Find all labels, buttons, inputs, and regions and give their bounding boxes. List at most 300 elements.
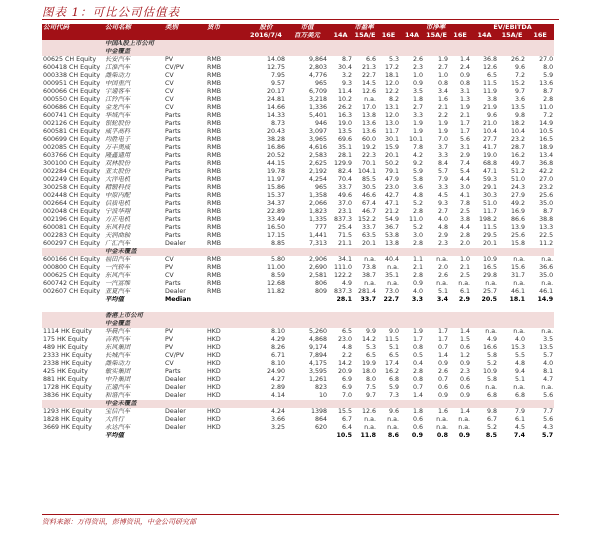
cell-pe-16e: 12.0 xyxy=(385,80,400,88)
cell-pb-15ae: 4.8 xyxy=(438,224,449,232)
cell-pb-15ae: 4.0 xyxy=(438,216,449,224)
cell-ev-14a: 10.9 xyxy=(483,368,498,376)
cell-category: Dealer xyxy=(165,392,186,400)
cell-ev-15ae: 16.9 xyxy=(511,208,526,216)
cell-pe-14a: 26.2 xyxy=(337,104,352,112)
cell-ev-15ae: n.a. xyxy=(513,384,526,392)
cell-pb-16e: 2.1 xyxy=(460,264,471,272)
cell-pe-16e: 8.2 xyxy=(389,96,400,104)
cell-pb-16e: 1.2 xyxy=(460,352,471,360)
cell-ev-15ae: 10.4 xyxy=(511,128,526,136)
section-spacer xyxy=(42,48,104,56)
cell-pe-16e: 6.8 xyxy=(389,376,400,384)
table-row xyxy=(42,144,554,152)
cell-pb-14a: 2.7 xyxy=(413,104,424,112)
cell-name: 永达汽车 xyxy=(105,424,131,432)
cell-pe-14a: 9.3 xyxy=(341,80,352,88)
cell-currency xyxy=(206,296,246,304)
cell-mktcap: 965 xyxy=(314,184,327,192)
cell-name: 宁波华翔 xyxy=(105,208,131,216)
cell-name: 潍柴动力 xyxy=(105,360,131,368)
cell-ev-15ae: 28.7 xyxy=(511,144,526,152)
cell-pe-16e: 5.3 xyxy=(389,56,400,64)
cell-pb-14a: 1.1 xyxy=(413,256,424,264)
cell-pe-14a: 23.0 xyxy=(337,336,352,344)
cell-ev-14a: 9.6 xyxy=(487,112,498,120)
cell-ev-14a: 16.5 xyxy=(483,264,498,272)
cell-ev-14a: 10.4 xyxy=(483,128,498,136)
cell-currency: RMB xyxy=(207,144,222,152)
cell-pb-15ae: 1.0 xyxy=(438,72,449,80)
cell-ev-15ae: 15.2 xyxy=(511,80,526,88)
cell-pe-14a: 49.6 xyxy=(337,192,352,200)
cell-pb-16e: 1.7 xyxy=(460,120,471,128)
cell-pb-15ae: 1.6 xyxy=(438,408,449,416)
cell-category: Dealer xyxy=(165,288,186,296)
table-row xyxy=(42,224,554,232)
cell-category: PV xyxy=(165,328,174,336)
cell-pe-15ae: 9.9 xyxy=(365,328,376,336)
cell-currency: HKD xyxy=(207,416,221,424)
cell-price: 17.15 xyxy=(266,232,285,240)
section-spacer xyxy=(42,312,104,320)
table-row xyxy=(42,104,554,112)
cell-category: Parts xyxy=(165,224,181,232)
cell-pb-14a: 10.1 xyxy=(409,136,424,144)
section-spacer xyxy=(42,400,104,408)
cell-pe-16e: 9.6 xyxy=(389,408,400,416)
cell-ev-14a: 11.9 xyxy=(483,88,498,96)
cell-currency: RMB xyxy=(207,56,222,64)
cell-ev-14a: 51.0 xyxy=(483,200,498,208)
cell-pb-15ae: 2.2 xyxy=(438,112,449,120)
table-row xyxy=(42,288,554,296)
cell-pe-16e: 12.0 xyxy=(385,112,400,120)
cell-category: Parts xyxy=(165,280,181,288)
cell-pe-14a: 4.9 xyxy=(341,280,352,288)
cell-pe-15ae: 63.5 xyxy=(361,232,376,240)
cell-code: 175 HK Equity xyxy=(43,336,88,344)
cell-currency: RMB xyxy=(207,272,222,280)
cell-pb-16e: 2.3 xyxy=(460,368,471,376)
cell-category: Parts xyxy=(165,136,181,144)
cell-name: 精锻科技 xyxy=(105,184,131,192)
cell-ev-14a: 5.8 xyxy=(487,376,498,384)
cell-code: 002284 CH Equity xyxy=(43,168,101,176)
cell-code: 600742 CH Equity xyxy=(43,280,101,288)
cell-code: 600581 CH Equity xyxy=(43,128,101,136)
cell-ev-15ae: 18.2 xyxy=(511,120,526,128)
cell-currency: HKD xyxy=(207,352,221,360)
cell-pe-14a: 8.7 xyxy=(341,56,352,64)
cell-code xyxy=(42,432,104,440)
subheader-3 xyxy=(206,32,246,40)
cell-pe-15ae: 5.3 xyxy=(365,344,376,352)
cell-ev-14a: 29.5 xyxy=(483,232,498,240)
cell-mktcap: 809 xyxy=(314,288,327,296)
table-row xyxy=(42,184,554,192)
cell-pb-14a: 2.8 xyxy=(413,272,424,280)
table-row xyxy=(42,136,554,144)
cell-pe-15ae: 33.7 xyxy=(361,224,376,232)
cell-pe-14a: 13.5 xyxy=(337,128,352,136)
cell-pb-15ae: 2.6 xyxy=(438,272,449,280)
cell-pe-14a: 28.1 xyxy=(337,152,352,160)
cell-mktcap: 7,894 xyxy=(308,352,327,360)
section-label: 中金未覆盖 xyxy=(104,400,554,408)
cell-category: Parts xyxy=(165,128,181,136)
cell-mktcap: 5,260 xyxy=(308,328,327,336)
cell-pb-15ae: 1.7 xyxy=(438,328,449,336)
cell-pe-16e: 21.2 xyxy=(385,208,400,216)
cell-ev-16e: 27.0 xyxy=(539,56,554,64)
cell-pb-16e: 5.4 xyxy=(460,168,471,176)
cell-ev-15ae: 9.6 xyxy=(515,64,526,72)
cell-price: 6.71 xyxy=(270,352,285,360)
cell-ev-14a: 10.9 xyxy=(483,256,498,264)
cell-category: Parts xyxy=(165,184,181,192)
cell-code: 603766 CH Equity xyxy=(43,152,101,160)
cell-ev-15ae: 27.9 xyxy=(511,192,526,200)
cell-pb-16e: 3.1 xyxy=(460,88,471,96)
cell-pb-16e: 0.6 xyxy=(460,376,471,384)
cell-mktcap: 6,709 xyxy=(308,88,327,96)
cell-pe-15ae: 19.2 xyxy=(361,144,376,152)
cell-pb-16e: 0.9 xyxy=(460,392,471,400)
cell-ev-14a: 20.5 xyxy=(481,296,498,304)
cell-pe-16e: 54.9 xyxy=(385,216,400,224)
cell-mktcap: 3,097 xyxy=(308,128,327,136)
table-row xyxy=(42,264,554,272)
cell-price xyxy=(246,432,286,440)
cell-name: 平均值 xyxy=(105,432,124,440)
cell-name: 隆鑫通用 xyxy=(105,152,131,160)
subheader-pb-14a: 14A xyxy=(400,32,424,40)
cell-ev-16e: 2.8 xyxy=(543,96,554,104)
cell-pb-15ae: 2.6 xyxy=(438,368,449,376)
table-body xyxy=(42,40,554,440)
cell-ev-14a: 27.7 xyxy=(483,136,498,144)
cell-ev-15ae: 9.4 xyxy=(515,368,526,376)
cell-price: 11.00 xyxy=(266,264,285,272)
cell-category: Dealer xyxy=(165,424,186,432)
cell-pe-16e: 42.7 xyxy=(385,192,400,200)
cell-pe-14a: 69.6 xyxy=(337,136,352,144)
cell-pe-16e: 16.2 xyxy=(385,368,400,376)
cell-pb-15ae: 2.7 xyxy=(438,208,449,216)
cell-name: 和谐汽车 xyxy=(105,392,131,400)
cell-pe-14a: 14.2 xyxy=(337,360,352,368)
cell-pb-15ae: 0.9 xyxy=(438,360,449,368)
cell-category: PV xyxy=(165,264,174,272)
header-row-2 xyxy=(42,32,554,40)
cell-pb-15ae: 7.0 xyxy=(438,136,449,144)
cell-ev-15ae: 7.2 xyxy=(515,72,526,80)
cell-price: 3.25 xyxy=(270,424,285,432)
cell-category: CV xyxy=(165,96,174,104)
cell-pb-16e: 2.5 xyxy=(460,272,471,280)
cell-code: 3836 HK Equity xyxy=(43,392,92,400)
header-category: 类别 xyxy=(164,24,206,32)
cell-ev-14a: 47.1 xyxy=(483,168,498,176)
cell-price: 12.75 xyxy=(266,64,285,72)
cell-mktcap: 864 xyxy=(314,416,327,424)
table-row xyxy=(42,64,554,72)
cell-ev-16e: 5.6 xyxy=(543,416,554,424)
cell-pe-15ae: 73.8 xyxy=(361,264,376,272)
cell-ev-14a: 30.3 xyxy=(483,192,498,200)
cell-ev-16e: 13.4 xyxy=(539,152,554,160)
table-row xyxy=(42,352,554,360)
cell-pb-14a: 5.2 xyxy=(413,224,424,232)
cell-currency: RMB xyxy=(207,288,222,296)
cell-name: 江铃汽车 xyxy=(105,96,131,104)
cell-name: 华晨汽车 xyxy=(105,328,131,336)
cell-category: CV xyxy=(165,88,174,96)
cell-currency: RMB xyxy=(207,112,222,120)
cell-name: 双林股份 xyxy=(105,160,131,168)
cell-pb-15ae: 1.7 xyxy=(438,336,449,344)
cell-price: 20.52 xyxy=(266,152,285,160)
cell-pe-16e: 11.5 xyxy=(385,336,400,344)
cell-category: Parts xyxy=(165,160,181,168)
cell-mktcap: 2,690 xyxy=(308,264,327,272)
cell-pb-14a: 2.8 xyxy=(413,240,424,248)
cell-pb-16e: 1.4 xyxy=(460,408,471,416)
subheader-2 xyxy=(164,32,206,40)
cell-price: 8.26 xyxy=(270,344,285,352)
cell-price: 8.59 xyxy=(270,272,285,280)
cell-pb-16e: 3.8 xyxy=(460,216,471,224)
cell-pe-14a: 33.7 xyxy=(337,184,352,192)
cell-ev-16e: 46.1 xyxy=(539,288,554,296)
cell-price: 9.57 xyxy=(270,80,285,88)
cell-pb-15ae: 5.7 xyxy=(438,168,449,176)
cell-ev-15ae: 6.8 xyxy=(515,392,526,400)
cell-ev-14a: 68.8 xyxy=(483,160,498,168)
cell-pe-15ae: n.a. xyxy=(364,256,376,264)
cell-ev-16e: 16.5 xyxy=(539,136,554,144)
cell-mktcap: 806 xyxy=(314,280,327,288)
cell-currency: RMB xyxy=(207,96,222,104)
cell-ev-15ae: 3.6 xyxy=(515,96,526,104)
cell-ev-16e: 7.2 xyxy=(543,112,554,120)
table-row xyxy=(42,72,554,80)
cell-name: 江淮汽车 xyxy=(105,64,131,72)
cell-pb-15ae: 3.4 xyxy=(436,296,449,304)
header-pb: 市净率 xyxy=(400,24,471,32)
cell-pb-16e: 1.3 xyxy=(460,96,471,104)
section-header xyxy=(42,40,554,48)
cell-ev-14a: 4.9 xyxy=(487,336,498,344)
cell-mktcap: 1,335 xyxy=(308,216,327,224)
cell-pe-15ae: 70.1 xyxy=(361,160,376,168)
cell-code: 489 HK Equity xyxy=(43,344,88,352)
cell-pb-16e: 0.8 xyxy=(460,80,471,88)
cell-pb-14a: 0.8 xyxy=(413,344,424,352)
cell-ev-14a: 12.6 xyxy=(483,64,498,72)
cell-ev-14a: 6.5 xyxy=(487,72,498,80)
cell-pb-14a: 0.6 xyxy=(413,424,424,432)
cell-price: 15.37 xyxy=(266,192,285,200)
cell-code: 425 HK Equity xyxy=(43,368,88,376)
cell-pb-15ae: n.a. xyxy=(436,416,449,424)
cell-ev-14a: 5.2 xyxy=(487,424,498,432)
cell-pb-14a: 1.7 xyxy=(413,336,424,344)
cell-pe-16e: 13.8 xyxy=(385,240,400,248)
cell-pb-15ae: 0.9 xyxy=(438,392,449,400)
cell-pb-16e: n.a. xyxy=(458,280,471,288)
cell-mktcap: 2,581 xyxy=(308,272,327,280)
cell-pe-16e: 40.4 xyxy=(385,256,400,264)
cell-price: 14.08 xyxy=(266,56,285,64)
cell-pb-14a: 2.3 xyxy=(413,64,424,72)
cell-currency: RMB xyxy=(207,120,222,128)
cell-ev-16e: n.a. xyxy=(541,280,554,288)
cell-pe-14a: 28.1 xyxy=(336,296,352,304)
cell-code: 002085 CH Equity xyxy=(43,144,101,152)
cell-pb-14a: 0.9 xyxy=(411,432,424,440)
cell-pe-15ae: 6.5 xyxy=(365,352,376,360)
subheader-pb-16e: 16E xyxy=(449,32,471,40)
table-row xyxy=(42,160,554,168)
cell-ev-15ae: 15.8 xyxy=(511,240,526,248)
cell-ev-16e: 36.6 xyxy=(539,264,554,272)
cell-ev-15ae: 51.2 xyxy=(511,168,526,176)
cell-pb-15ae: 0.7 xyxy=(438,376,449,384)
cell-pe-14a: 10.2 xyxy=(337,96,352,104)
cell-pe-15ae: 7.5 xyxy=(365,384,376,392)
cell-price: 24.90 xyxy=(266,368,285,376)
average-row xyxy=(42,432,554,440)
cell-pb-15ae: 0.8 xyxy=(438,80,449,88)
cell-currency: HKD xyxy=(207,384,221,392)
cell-ev-15ae: 15.6 xyxy=(511,264,526,272)
cell-pe-16e: 9.0 xyxy=(389,328,400,336)
cell-currency: RMB xyxy=(207,152,222,160)
cell-pb-15ae: 2.3 xyxy=(438,240,449,248)
cell-pe-15ae: 22.3 xyxy=(361,152,376,160)
cell-pe-15ae: 67.4 xyxy=(361,200,376,208)
cell-code: 002048 CH Equity xyxy=(43,208,101,216)
cell-name: 中升集团 xyxy=(105,376,131,384)
cell-code: 002126 CH Equity xyxy=(43,120,101,128)
cell-code: 1828 HK Equity xyxy=(43,416,92,424)
cell-currency: RMB xyxy=(207,256,222,264)
cell-pe-14a: 3.2 xyxy=(341,72,352,80)
cell-code: 600699 CH Equity xyxy=(43,136,101,144)
cell-mktcap: 2,066 xyxy=(308,200,327,208)
table-row xyxy=(42,96,554,104)
cell-pe-14a: 2.2 xyxy=(341,352,352,360)
cell-ev-15ae: 9.7 xyxy=(515,88,526,96)
cell-pb-14a: 0.9 xyxy=(413,280,424,288)
cell-name: 亚太股份 xyxy=(105,168,131,176)
cell-mktcap: 2,192 xyxy=(308,168,327,176)
cell-ev-14a: 29.1 xyxy=(483,184,498,192)
cell-pe-15ae: 13.6 xyxy=(361,128,376,136)
cell-pe-15ae: 22.7 xyxy=(361,72,376,80)
cell-pb-16e: 0.9 xyxy=(460,360,471,368)
cell-pb-16e: 0.9 xyxy=(460,72,471,80)
cell-pe-15ae: 14.2 xyxy=(361,336,376,344)
cell-pe-16e: 47.1 xyxy=(385,200,400,208)
cell-pe-15ae: 14.5 xyxy=(361,80,376,88)
cell-price: 34.37 xyxy=(266,200,285,208)
cell-ev-16e: 18.9 xyxy=(539,144,554,152)
cell-currency: RMB xyxy=(207,72,222,80)
cell-ev-15ae: 16.2 xyxy=(511,152,526,160)
cell-category: Dealer xyxy=(165,376,186,384)
cell-category: Dealer xyxy=(165,240,186,248)
subheader-ev-14a: 14A xyxy=(471,32,498,40)
cell-name: 大洋电机 xyxy=(105,176,131,184)
cell-name: 亚夏汽车 xyxy=(105,288,131,296)
cell-currency: HKD xyxy=(207,336,221,344)
cell-name: 金龙汽车 xyxy=(105,104,131,112)
cell-category: PV xyxy=(165,336,174,344)
cell-ev-14a: 6.7 xyxy=(487,416,498,424)
cell-ev-16e: 7.7 xyxy=(543,408,554,416)
table-row xyxy=(42,416,554,424)
section-header xyxy=(42,48,554,56)
cell-pe-16e: 15.9 xyxy=(385,144,400,152)
cell-category: Dealer xyxy=(165,408,186,416)
cell-ev-16e: 8.7 xyxy=(543,208,554,216)
cell-mktcap: 965 xyxy=(314,80,327,88)
cell-name: 东风科技 xyxy=(105,224,131,232)
cell-ev-16e: 4.3 xyxy=(543,424,554,432)
cell-ev-14a: 198.2 xyxy=(479,216,498,224)
cell-pe-16e: 73.0 xyxy=(385,288,400,296)
cell-pe-15ae: 46.7 xyxy=(361,208,376,216)
table-row xyxy=(42,368,554,376)
cell-code: 600081 CH Equity xyxy=(43,224,101,232)
cell-category: PV xyxy=(165,344,174,352)
cell-mktcap: 10 xyxy=(318,392,327,400)
cell-ev-16e: 23.2 xyxy=(539,184,554,192)
cell-category: Parts xyxy=(165,144,181,152)
cell-pe-16e: 17.2 xyxy=(385,64,400,72)
cell-ev-14a: 29.8 xyxy=(483,272,498,280)
cell-pe-15ae: 60.0 xyxy=(361,136,376,144)
cell-ev-16e: 14.9 xyxy=(539,120,554,128)
cell-code: 600686 CH Equity xyxy=(43,104,101,112)
table-row xyxy=(42,168,554,176)
cell-ev-16e: 22.5 xyxy=(539,232,554,240)
cell-ev-16e: n.a. xyxy=(541,328,554,336)
cell-pb-15ae: 2.1 xyxy=(438,104,449,112)
cell-price: 5.80 xyxy=(270,256,285,264)
average-row xyxy=(42,296,554,304)
cell-price: 8.10 xyxy=(270,328,285,336)
cell-name: 平均值 xyxy=(105,296,124,304)
cell-currency: HKD xyxy=(207,368,221,376)
cell-ev-15ae: 7.4 xyxy=(513,432,526,440)
cell-ev-15ae: 7.9 xyxy=(515,408,526,416)
cell-code: 300258 CH Equity xyxy=(43,184,101,192)
header-currency: 货币 xyxy=(206,24,246,32)
cell-pb-14a: 0.9 xyxy=(413,80,424,88)
cell-pb-14a: 3.3 xyxy=(413,112,424,120)
cell-ev-14a: 5.8 xyxy=(487,352,498,360)
cell-ev-14a: n.a. xyxy=(485,280,498,288)
cell-category: Parts xyxy=(165,112,181,120)
cell-price: 16.86 xyxy=(266,144,285,152)
cell-currency: RMB xyxy=(207,88,222,96)
cell-ev-16e: 5.9 xyxy=(543,72,554,80)
cell-code: 600066 CH Equity xyxy=(43,88,101,96)
